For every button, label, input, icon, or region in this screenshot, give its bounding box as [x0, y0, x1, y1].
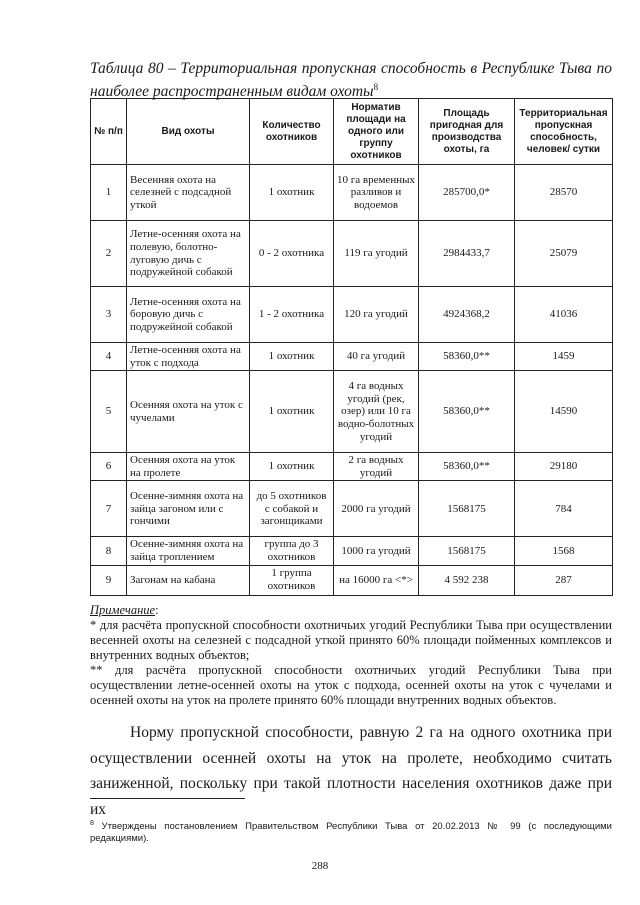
- note-item: ** для расчёта пропускной способности охотничьих угодий Республики Тыва при осуществлении летне-осенней охоты на уток с подхода, осенней охоты на уток с чучелами и осенней охоты на уток на пролете принято 60% площади внутренних водных объектов.: [90, 663, 612, 707]
- cell-area-norm: 1000 га угодий: [334, 537, 419, 565]
- cell-hunters-count: 1 группа охотников: [250, 565, 334, 595]
- cell-hunt-type: Загонам на кабана: [127, 565, 250, 595]
- cell-suitable-area: 58360,0**: [419, 453, 515, 481]
- table-caption: [90, 60, 612, 101]
- table-row: [91, 537, 613, 565]
- cell-hunt-type: Осенняя охота на уток с чучелами: [127, 371, 250, 453]
- cell-hunters-count: 1 охотник: [250, 453, 334, 481]
- footnote: [90, 818, 612, 845]
- cell-capacity: 25079: [515, 221, 613, 287]
- cell-hunters-count: 1 охотник: [250, 165, 334, 221]
- cell-hunters-count: 0 - 2 охотника: [250, 221, 334, 287]
- cell-capacity: 41036: [515, 287, 613, 343]
- cell-number: 1: [91, 165, 127, 221]
- cell-hunt-type: Летне-осенняя охота на уток с подхода: [127, 343, 250, 371]
- cell-number: 9: [91, 565, 127, 595]
- cell-number: 6: [91, 453, 127, 481]
- cell-suitable-area: 2984433,7: [419, 221, 515, 287]
- cell-hunt-type: Осенне-зимняя охота на зайца троплением: [127, 537, 250, 565]
- caption-footnote-mark: 8: [373, 82, 379, 92]
- page-number: 288: [311, 860, 329, 872]
- table-row: [91, 565, 613, 595]
- cell-capacity: 29180: [515, 453, 613, 481]
- cell-suitable-area: 1568175: [419, 537, 515, 565]
- cell-hunt-type: Летне-осенняя охота на полевую, болотно-луговую дичь с подружейной собакой: [127, 221, 250, 287]
- cell-suitable-area: 285700,0*: [419, 165, 515, 221]
- cell-suitable-area: 4924368,2: [419, 287, 515, 343]
- cell-suitable-area: 4 592 238: [419, 565, 515, 595]
- cell-capacity: 784: [515, 481, 613, 537]
- col-header-area-norm: Норматив площади на одного или группу охотников: [334, 99, 419, 165]
- table-header-row: [91, 99, 613, 165]
- cell-hunters-count: 1 - 2 охотника: [250, 287, 334, 343]
- cell-number: 8: [91, 537, 127, 565]
- cell-area-norm: 2 га водных угодий: [334, 453, 419, 481]
- notes-title-colon: :: [155, 603, 159, 617]
- body-paragraph: [90, 720, 612, 822]
- note-item: * для расчёта пропускной способности охотничьих угодий Республики Тыва при осуществлении весенней охоты на селезней с подсадной уткой принято 60% площади пойменных комплексов и внутренних водных объектов;: [90, 618, 612, 662]
- cell-number: 3: [91, 287, 127, 343]
- cell-area-norm: 120 га угодий: [334, 287, 419, 343]
- footnote-text: Утверждены постановлением Правительством Республики Тыва от 20.02.2013 № 99 (с последующими редакциями).: [90, 821, 612, 845]
- table-row: [91, 453, 613, 481]
- cell-area-norm: 4 га водных угодий (рек, озер) или 10 га водно-болотных угодий: [334, 371, 419, 453]
- body-paragraph-text: Норму пропускной способности, равную 2 га на одного охотника при осуществлении осенней охоты на уток на пролете, необходимо считать заниженной, поскольку при такой плотности населения охотников даже при их: [90, 724, 612, 818]
- table-row: [91, 371, 613, 453]
- cell-number: 2: [91, 221, 127, 287]
- table-row: [91, 481, 613, 537]
- table-row: [91, 165, 613, 221]
- hunting-capacity-table: [90, 98, 613, 596]
- table-row: [91, 287, 613, 343]
- cell-number: 7: [91, 481, 127, 537]
- cell-area-norm: 40 га угодий: [334, 343, 419, 371]
- cell-capacity: 28570: [515, 165, 613, 221]
- cell-hunt-type: Осенняя охота на уток на пролете: [127, 453, 250, 481]
- cell-hunt-type: Весенняя охота на селезней с подсадной уткой: [127, 165, 250, 221]
- cell-area-norm: на 16000 га <*>: [334, 565, 419, 595]
- cell-capacity: 1459: [515, 343, 613, 371]
- cell-hunters-count: 1 охотник: [250, 371, 334, 453]
- footnote-mark: 8: [90, 820, 94, 827]
- cell-hunters-count: группа до 3 охотников: [250, 537, 334, 565]
- cell-hunters-count: до 5 охотников с собакой и загонщиками: [250, 481, 334, 537]
- cell-area-norm: 2000 га угодий: [334, 481, 419, 537]
- cell-area-norm: 119 га угодий: [334, 221, 419, 287]
- cell-area-norm: 10 га временных разливов и водоемов: [334, 165, 419, 221]
- col-header-hunt-type: Вид охоты: [127, 99, 250, 165]
- table-notes: [90, 603, 612, 708]
- cell-capacity: 1568: [515, 537, 613, 565]
- footnote-divider: [90, 798, 245, 799]
- cell-capacity: 14590: [515, 371, 613, 453]
- cell-number: 5: [91, 371, 127, 453]
- table-row: [91, 343, 613, 371]
- cell-capacity: 287: [515, 565, 613, 595]
- cell-number: 4: [91, 343, 127, 371]
- cell-hunt-type: Осенне-зимняя охота на зайца загоном или с гончими: [127, 481, 250, 537]
- col-header-number: № п/п: [91, 99, 127, 165]
- cell-suitable-area: 58360,0**: [419, 343, 515, 371]
- col-header-suitable-area: Площадь пригодная для производства охоты, га: [419, 99, 515, 165]
- cell-suitable-area: 58360,0**: [419, 371, 515, 453]
- table-row: [91, 221, 613, 287]
- cell-hunters-count: 1 охотник: [250, 343, 334, 371]
- col-header-capacity: Территориальная пропускная способность, человек/ сутки: [515, 99, 613, 165]
- cell-hunt-type: Летне-осенняя охота на боровую дичь с подружейной собакой: [127, 287, 250, 343]
- notes-title: Примечание: [90, 603, 156, 617]
- cell-suitable-area: 1568175: [419, 481, 515, 537]
- col-header-hunters-count: Количество охотников: [250, 99, 334, 165]
- table-caption-text: Таблица 80 – Территориальная пропускная способность в Республике Тыва по наиболее распространенным видам охоты: [90, 60, 612, 101]
